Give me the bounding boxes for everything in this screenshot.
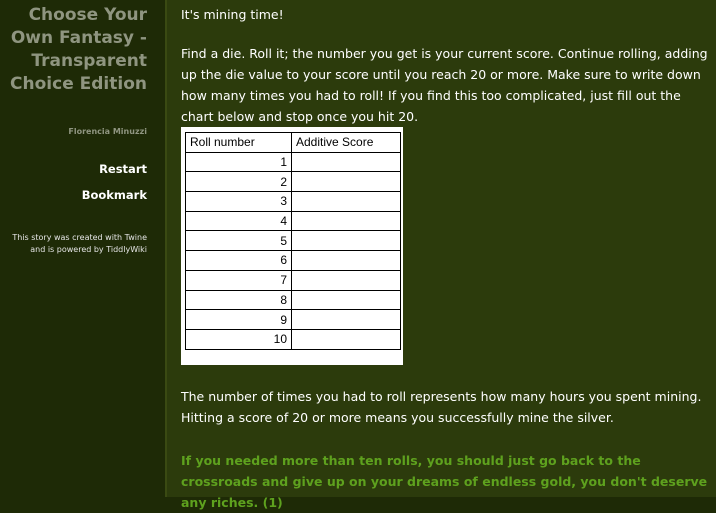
passage-intro: It's mining time!	[181, 7, 284, 22]
crossroads-link[interactable]: If you needed more than ten rolls, you should just go back to the crossroads and give up on your dreams of endless gold, you don't deserve any riches. (1)	[181, 453, 708, 510]
score-cell	[292, 329, 401, 349]
roll-number-cell: 4	[186, 211, 292, 231]
score-cell	[292, 270, 401, 290]
roll-number-cell: 10	[186, 329, 292, 349]
score-cell	[292, 251, 401, 271]
score-cell	[292, 152, 401, 172]
table-row	[186, 172, 401, 192]
credits-text: This story was created with Twine and is powered by TiddlyWiki	[12, 233, 147, 254]
roll-number-header: Roll number	[186, 133, 292, 153]
restart-link[interactable]: Restart	[99, 162, 147, 176]
table-row	[186, 329, 401, 349]
table-row	[186, 211, 401, 231]
story-author: Florencia Minuzzi	[68, 127, 147, 136]
passage-area	[167, 0, 716, 510]
roll-chart	[181, 127, 403, 365]
story-title: Choose Your Own Fantasy - Transparent Choice Edition	[10, 5, 147, 94]
passage-outcome: The number of times you had to roll represents how many hours you spent mining. Hitting a score of 20 or more means you successfully mine the silver.	[181, 389, 702, 425]
roll-number-cell: 3	[186, 192, 292, 212]
passage-instructions: Find a die. Roll it; the number you get is your current score. Continue rolling, adding up the die value to your score until you reach 20 or more. Make sure to write down how many times you had to roll! If you find this too complicated, just fill out the chart below and stop once you hit 20.	[181, 46, 708, 124]
table-row	[186, 270, 401, 290]
roll-number-cell: 9	[186, 310, 292, 330]
table-row	[186, 310, 401, 330]
bookmark-link[interactable]: Bookmark	[81, 188, 147, 202]
table-row	[186, 251, 401, 271]
roll-number-cell: 8	[186, 290, 292, 310]
score-cell	[292, 290, 401, 310]
table-header-row	[186, 133, 401, 153]
score-cell	[292, 211, 401, 231]
score-cell	[292, 231, 401, 251]
score-cell	[292, 192, 401, 212]
score-cell	[292, 172, 401, 192]
table-row	[186, 152, 401, 172]
additive-score-header: Additive Score	[292, 133, 401, 153]
sidebar	[0, 0, 165, 497]
roll-number-cell: 6	[186, 251, 292, 271]
roll-table	[185, 132, 401, 350]
table-row	[186, 231, 401, 251]
table-row	[186, 290, 401, 310]
roll-number-cell: 1	[186, 152, 292, 172]
score-cell	[292, 310, 401, 330]
roll-number-cell: 5	[186, 231, 292, 251]
roll-number-cell: 2	[186, 172, 292, 192]
roll-number-cell: 7	[186, 270, 292, 290]
table-row	[186, 192, 401, 212]
